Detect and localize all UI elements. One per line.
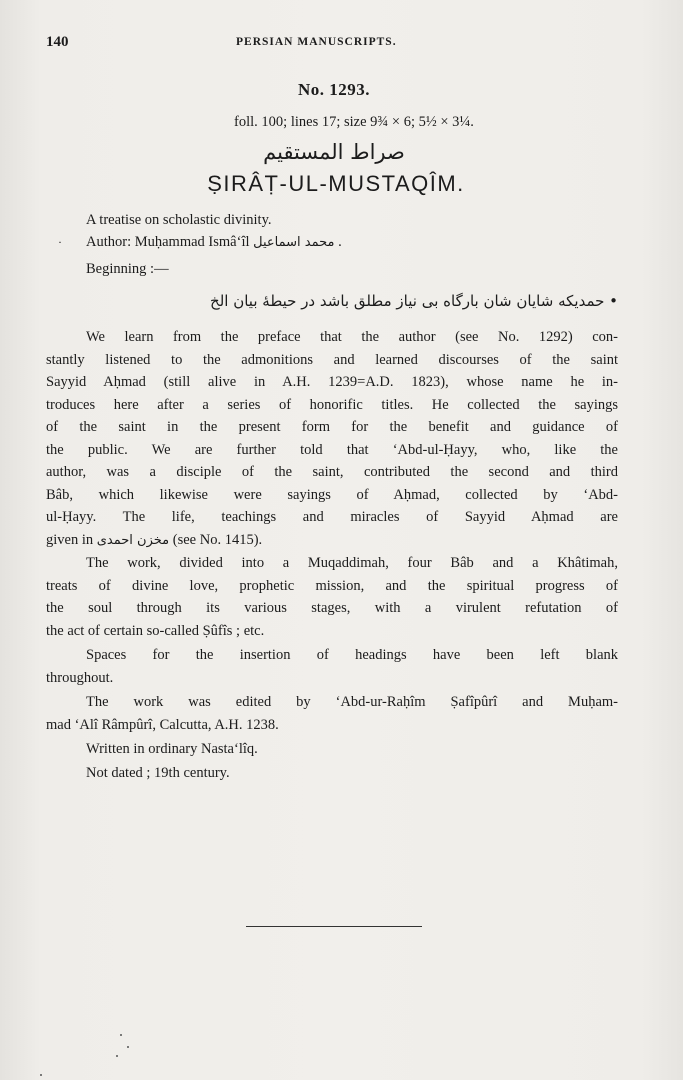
arabic-title: صراط المستقيم	[263, 140, 405, 164]
paragraph-line: the soul through its various stages, with a virulent refutation of	[46, 600, 618, 616]
paragraph-line: Bâb, which likewise were sayings of Aḥmad, collected by ‘Abd-	[46, 486, 618, 503]
paragraph-line: throughout.	[46, 669, 114, 686]
paragraph-line: stantly listened to the admonitions and learned discourses of the saint	[46, 351, 618, 368]
manuscript-specs: foll. 100; lines 17; size 9¾ × 6; 5½ × 3¼.	[234, 114, 474, 130]
paragraph-spaces	[46, 644, 618, 689]
treatise-line: A treatise on scholastic divinity.	[86, 212, 272, 228]
see-reference: (see No. 1415).	[172, 531, 263, 548]
paragraph-line: the act of certain so-called Ṣûfîs ; etc.	[46, 622, 265, 639]
paragraph-line: treats of divine love, prophetic mission, and the spiritual progress of	[46, 577, 618, 594]
paragraph-preface	[46, 326, 618, 552]
running-title: PERSIAN MANUSCRIPTS.	[236, 36, 397, 48]
author-arabic: محمد اسماعیل	[253, 235, 335, 250]
paper-speck	[40, 1074, 42, 1076]
paragraph-line	[46, 529, 618, 553]
author-label: Author: Muḥammad Ismâ‘îl	[86, 234, 250, 250]
entry-number: No. 1293.	[297, 80, 371, 99]
paragraph-line: of the saint in the present form for the benefit and guidance of	[46, 419, 618, 435]
paragraph-line: ul-Ḥayy. The life, teachings and miracles of Sayyid Aḥmad are	[46, 509, 618, 525]
paragraph-line: Sayyid Aḥmad (still alive in A.H. 1239=A.D. 1823), whose name he in-	[46, 374, 618, 390]
paragraph-line: the public. We are further told that ‘Abd-ul-Ḥayy, who, like the	[46, 441, 618, 458]
dated-line: Not dated ; 19th century.	[86, 765, 230, 781]
paragraph-line: author, was a disciple of the saint, contributed the second and third	[46, 464, 618, 480]
paragraph-line: We learn from the preface that the author (see No. 1292) con-	[86, 329, 618, 345]
bullet-mark: ·	[58, 235, 62, 249]
author-line	[46, 231, 618, 254]
given-in-text: given in	[46, 531, 94, 548]
page-header	[46, 34, 618, 54]
paper-speck	[127, 1046, 129, 1048]
entry-title: ṢIRÂṬ-UL-MUSTAQÎM.	[207, 171, 465, 196]
catalogue-entry	[46, 80, 618, 784]
makhzan-arabic: مخزن احمدی	[96, 532, 170, 548]
beginning-label: Beginning :—	[86, 261, 169, 277]
paragraph-line: The work was edited by ‘Abd-ur-Raḥîm Ṣafîpûrî and Muḥam-	[86, 694, 618, 710]
paper-speck	[120, 1034, 122, 1036]
paragraph-line: troduces here after a series of honorific titles. He collected the sayings	[46, 396, 618, 413]
beginning-arabic: • حمدیکه شایان شان بارگاه بی نیاز مطلق باشد در حیطهٔ بیان الخ	[210, 292, 618, 310]
author-end: .	[338, 234, 342, 250]
closing-rule	[246, 926, 422, 927]
page-number: 140	[46, 34, 69, 50]
paragraph-line: mad ‘Alî Râmpûrî, Calcutta, A.H. 1238.	[46, 716, 279, 733]
written-line: Written in ordinary Nasta‘lîq.	[86, 741, 258, 757]
paper-speck	[116, 1055, 118, 1057]
paragraph-contents	[46, 552, 618, 642]
paragraph-line: The work, divided into a Muqaddimah, four Bâb and a Khâtimah,	[86, 555, 618, 571]
paragraph-edition	[46, 691, 618, 736]
paragraph-line: Spaces for the insertion of headings have been left blank	[86, 647, 618, 663]
